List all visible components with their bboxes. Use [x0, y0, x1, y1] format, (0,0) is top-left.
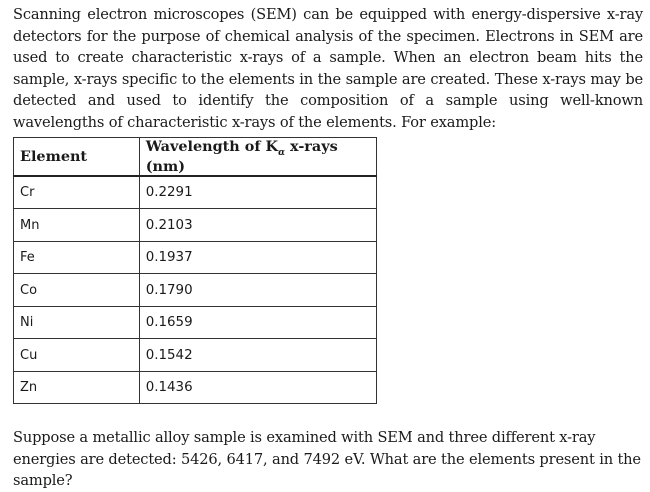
wavelength-cell: 0.1436 [139, 371, 376, 404]
element-cell: Cr [14, 176, 140, 209]
table-header-row [14, 138, 377, 176]
header-element: Element [14, 138, 140, 176]
header-wavelength-prefix: Wavelength of K [145, 138, 279, 155]
wavelength-table [13, 137, 377, 404]
intro-paragraph: Scanning electron microscopes (SEM) can be equipped with energy-dispersive x-ray detectors for the purpose of chemical analysis of the specimen. Electrons in SEM are used to create characteristic x-rays of a sample. When an electron beam hits the sample, x-rays specific to the elements in the sample are created. These x-rays may be detected and used to identify the composition of a sample using well-known wavelengths of characteristic x-rays of the elements. For example: [13, 6, 643, 131]
element-cell: Co [14, 274, 140, 307]
table-row [14, 339, 377, 372]
table-row [14, 176, 377, 209]
wavelength-cell: 0.2291 [139, 176, 376, 209]
wavelength-cell: 0.1937 [139, 241, 376, 274]
wavelength-cell: 0.1790 [139, 274, 376, 307]
header-wavelength-suffix: x-rays (nm) [145, 138, 338, 175]
wavelength-cell: 0.1659 [139, 306, 376, 339]
element-cell: Zn [14, 371, 140, 404]
header-wavelength [139, 138, 376, 176]
table-row [14, 241, 377, 274]
header-wavelength-sub: α [278, 147, 285, 158]
table-row [14, 306, 377, 339]
table-row [14, 209, 377, 242]
table-row [14, 274, 377, 307]
element-cell: Ni [14, 306, 140, 339]
element-cell: Fe [14, 241, 140, 274]
table-row [14, 371, 377, 404]
question-paragraph: Suppose a metallic alloy sample is examined with SEM and three different x-ray energies are detected: 5426, 6417, and 7492 eV. What are the elements present in the sample? [13, 429, 641, 490]
wavelength-cell: 0.2103 [139, 209, 376, 242]
element-cell: Cu [14, 339, 140, 372]
element-cell: Mn [14, 209, 140, 242]
wavelength-cell: 0.1542 [139, 339, 376, 372]
